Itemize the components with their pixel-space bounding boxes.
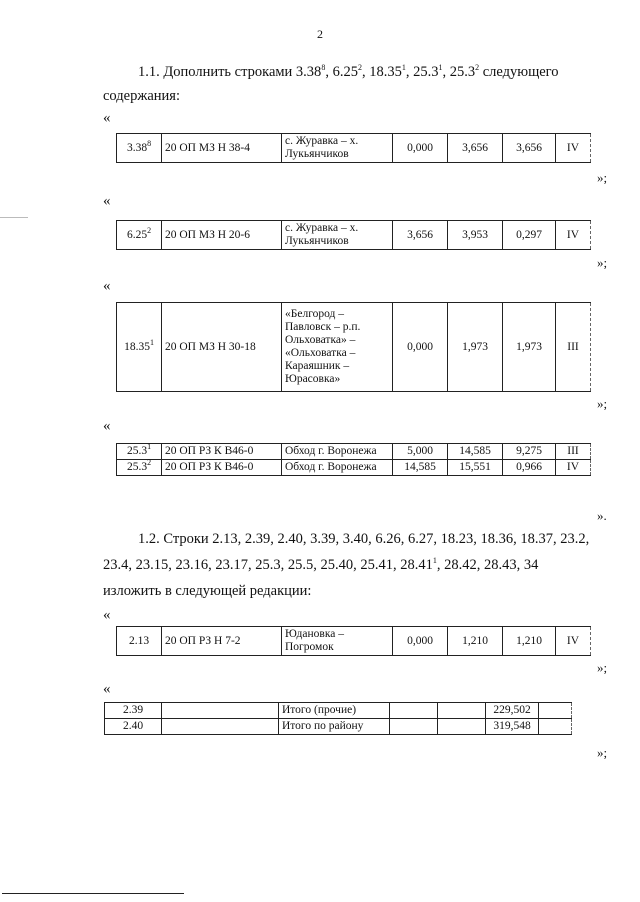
table-row [105,703,572,719]
cell-length-km: 319,548 [486,719,539,735]
table-row-3-38 [116,133,591,163]
cell-road-id [162,703,279,719]
cell-end-km: 15,551 [448,460,503,476]
cell-start-km: 3,656 [393,221,448,250]
cell-start-km [390,719,438,735]
section-1-2-line2: 23.4, 23.15, 23.16, 23.17, 25.3, 25.5, 25.40, 25.41, 28.41$^1$, 28.42, 28.43, 34 [103,556,539,573]
close-quote-final: ». [597,508,607,523]
cell-road-id: 20 ОП РЗ К В46-0 [162,444,282,460]
cell-road-name: с. Журавка – х. Лукьянчиков [282,221,393,250]
cell-road-id: 20 ОП РЗ Н 7-2 [162,627,282,656]
cell-category: IV [556,134,591,163]
open-quote: « [103,278,111,294]
cell-start-km: 0,000 [393,303,448,392]
cell-length-km: 0,297 [503,221,556,250]
cell-length-km: 1,973 [503,303,556,392]
cell-end-km [438,703,486,719]
cell-category: IV [556,221,591,250]
section-1-1-line2: содержания: [103,88,181,104]
open-quote: « [103,193,111,209]
open-quote: « [103,607,111,623]
section-1-1-line1: 1.1. Дополнить строками 3.38$^8$, 6.25$^2$, 18.35$^1$, 25.3$^1$, 25.3$^2$ следующего [138,63,559,80]
cell-category [539,703,572,719]
cell-road-name: «Белгород – Павловск – р.п. Ольховатка» – «Ольховатка – Караяшник – Юрасовка» [282,303,393,392]
cell-end-km: 1,210 [448,627,503,656]
close-quote: »; [597,745,608,760]
cell-code: 2.40 [105,719,162,735]
cell-road-name: Обход г. Воронежа [282,460,393,476]
cell-length-km: 3,656 [503,134,556,163]
section-1-2-line3: изложить в следующей редакции: [103,583,312,599]
close-quote: »; [597,660,608,675]
cell-code: 25.3$^2$ [117,460,162,476]
cell-category: III [556,303,591,392]
cell-code: 2.39 [105,703,162,719]
table-row-18-35 [116,302,591,392]
table-row [105,719,572,735]
cell-end-km: 14,585 [448,444,503,460]
cell-code: 25.3$^1$ [117,444,162,460]
table-rows-25-3 [116,443,591,476]
margin-mark [0,217,28,218]
table-row [117,444,591,460]
cell-road-id: 20 ОП МЗ Н 38-4 [162,134,282,163]
cell-length-km: 229,502 [486,703,539,719]
cell-category [539,719,572,735]
cell-length-km: 0,966 [503,460,556,476]
close-quote: »; [597,396,608,411]
table-row-2-13 [116,626,591,656]
footnote-divider [2,893,184,894]
section-1-2-line1: 1.2. Строки 2.13, 2.39, 2.40, 3.39, 3.40, 6.26, 6.27, 18.23, 18.36, 18.37, 23.2, [138,531,590,547]
cell-road-id: 20 ОП МЗ Н 20-6 [162,221,282,250]
cell-code: 2.13 [117,627,162,656]
cell-end-km: 3,656 [448,134,503,163]
cell-category: IV [556,627,591,656]
cell-category: III [556,444,591,460]
page-number: 2 [317,27,323,41]
cell-start-km: 5,000 [393,444,448,460]
cell-road-name: Юдановка – Погромок [282,627,393,656]
open-quote: « [103,418,111,434]
cell-road-id: 20 ОП МЗ Н 30-18 [162,303,282,392]
cell-length-km: 9,275 [503,444,556,460]
cell-road-id: 20 ОП РЗ К В46-0 [162,460,282,476]
cell-start-km: 0,000 [393,134,448,163]
cell-start-km: 0,000 [393,627,448,656]
open-quote: « [103,681,111,697]
cell-code: 6.25$^2$ [117,221,162,250]
cell-code: 18.35$^1$ [117,303,162,392]
cell-road-id [162,719,279,735]
cell-road-name: Итого (прочие) [279,703,390,719]
cell-start-km [390,703,438,719]
cell-end-km: 1,973 [448,303,503,392]
cell-start-km: 14,585 [393,460,448,476]
cell-code: 3.38$^8$ [117,134,162,163]
cell-category: IV [556,460,591,476]
table-row [117,460,591,476]
table-totals [104,702,572,735]
cell-road-name: Обход г. Воронежа [282,444,393,460]
open-quote: « [103,110,111,126]
cell-road-name: Итого по району [279,719,390,735]
cell-road-name: с. Журавка – х. Лукьянчиков [282,134,393,163]
cell-end-km [438,719,486,735]
cell-end-km: 3,953 [448,221,503,250]
table-row-6-25 [116,220,591,250]
close-quote: »; [597,255,608,270]
cell-length-km: 1,210 [503,627,556,656]
close-quote: »; [597,170,608,185]
